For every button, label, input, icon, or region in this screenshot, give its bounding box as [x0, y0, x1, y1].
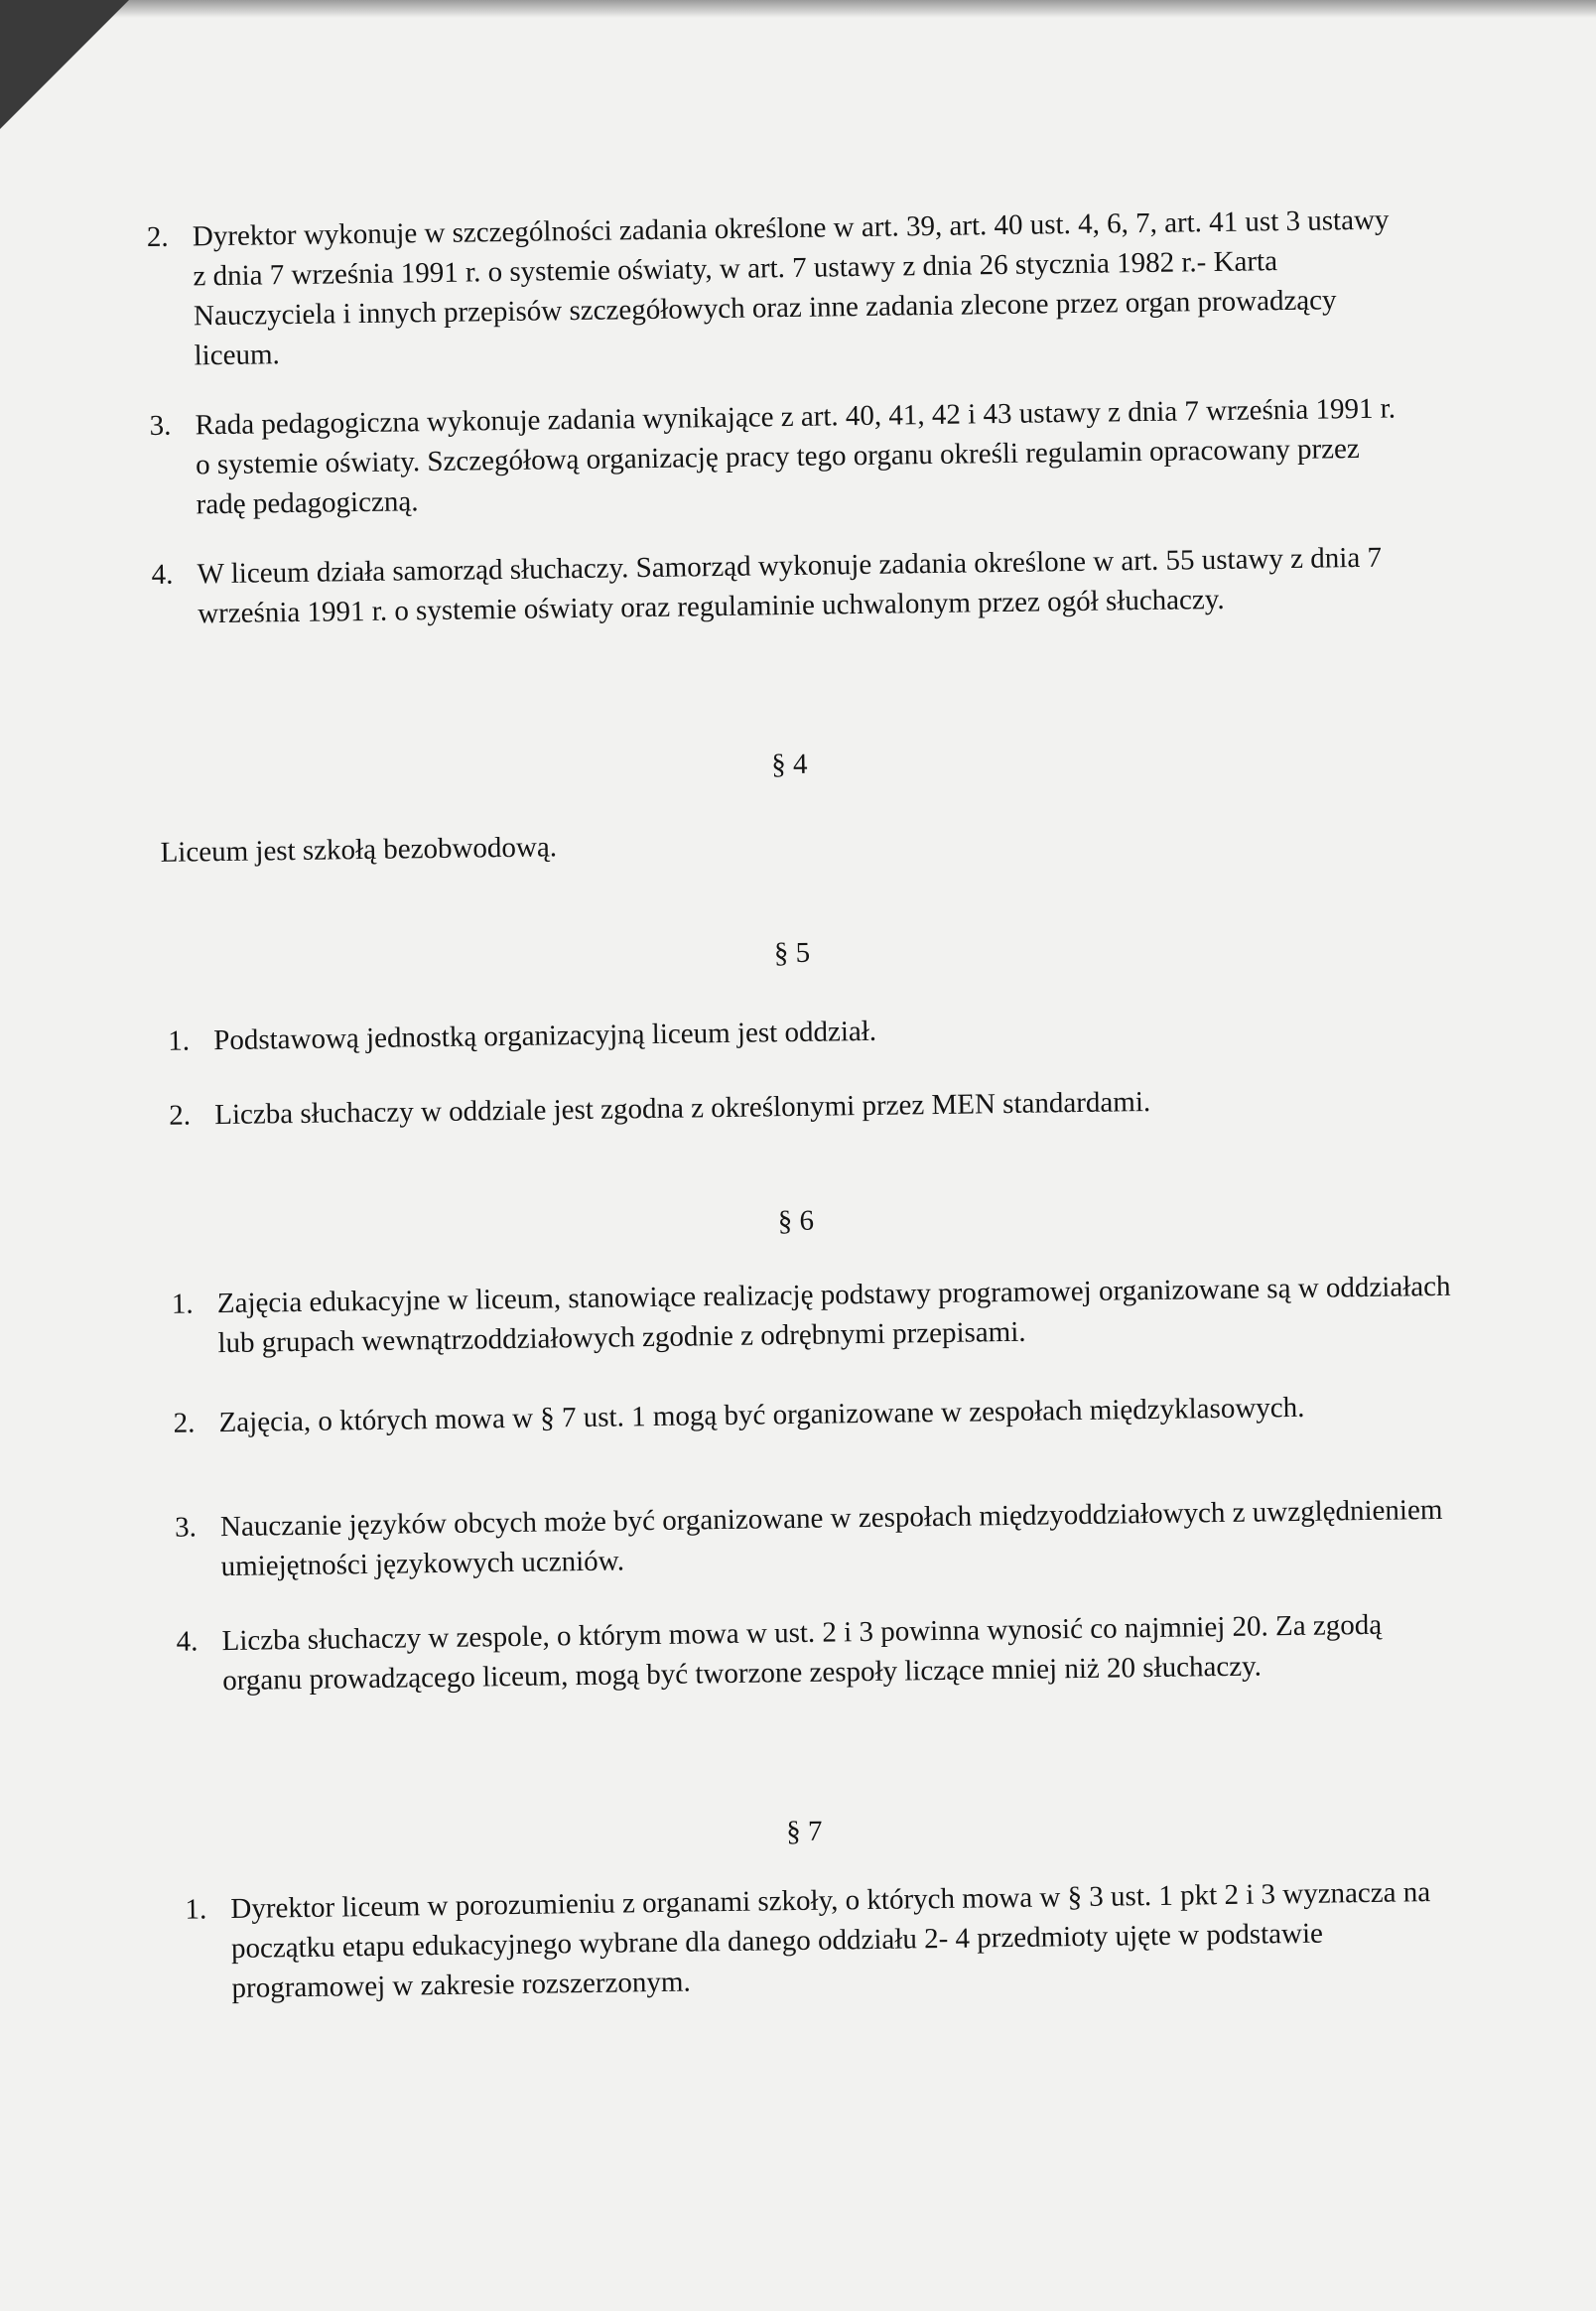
item-number: 3. [149, 409, 172, 443]
item-number: 2. [169, 1099, 192, 1132]
item-number: 1. [168, 1024, 191, 1057]
item-text: Nauczanie języków obcych może być organizowane w zespołach międzyoddziałowych z uwzględnieniem umiejętności językowych uczniów. [219, 1493, 1443, 1583]
list-item [147, 200, 1399, 376]
list-item [168, 1004, 1418, 1061]
item-number: 3. [174, 1511, 198, 1544]
section-text: Liceum jest szkołą bezobwodową. [160, 831, 558, 869]
list-item [175, 1490, 1456, 1587]
item-text: Rada pedagogiczna wykonuje zadania wynikające z art. 40, 41, 42 i 43 ustawy z dnia 7 września 1991 r. o systemie oświaty. Szczegółową organizację pracy tego organu określi regulamin opracowany przez radę pedagogiczną. [195, 392, 1396, 521]
item-text: Dyrektor wykonuje w szczególności zadania określone w art. 39, art. 40 ust. 4, 6, 7, art. 41 ust 3 ustawy z dnia 7 września 1991 r. o systemie oświaty, w art. 7 ustawy z dnia 26 stycznia 1982 r.- Karta Nauczyciela i innych przepisów szczegółowych oraz inne zadania zlecone przez organ prowadzący liceum. [192, 204, 1390, 372]
item-text: Dyrektor liceum w porozumieniu z organami szkoły, o których mowa w § 3 ust. 1 pkt 2 i 3 wyznacza na początku etapu edukacyjnego wybrane dla danego oddziału 2- 4 przedmioty ujęte w podstawie programowej w zakresie rozszerzonym. [230, 1876, 1431, 2004]
item-number: 1. [171, 1288, 194, 1320]
item-number: 2. [146, 220, 169, 254]
list-item [149, 388, 1401, 525]
item-number: 4. [176, 1625, 199, 1658]
item-text: Podstawową jednostką organizacyjną liceum jest oddział. [212, 1015, 877, 1057]
item-text: W liceum działa samorząd słuchaczy. Samorząd wykonuje zadania określone w art. 55 ustawy z dnia 7 września 1991 r. o systemie oświaty oraz regulaminie uchwalonym przez ogół słuchaczy. [197, 541, 1383, 630]
item-text: Liczba słuchaczy w oddziale jest zgodna z określonymi przez MEN standardami. [214, 1085, 1151, 1132]
list-item [173, 1386, 1423, 1443]
section-heading: § 5 [773, 936, 811, 970]
item-text: Zajęcia edukacyjne w liceum, stanowiące realizację podstawy programowej organizowane są w oddziałach lub grupach wewnątrzoddziałowych zgodnie z odrębnymi przepisami. [216, 1270, 1451, 1360]
item-number: 2. [173, 1407, 196, 1439]
item-number: 1. [185, 1893, 207, 1926]
section-heading: § 4 [771, 748, 808, 781]
item-text: Liczba słuchaczy w zespole, o którym mowa w ust. 2 i 3 powinna wynosić co najmniej 20. Za zgodą organu prowadzącego liceum, mogą być tworzone zespoły liczące mniej niż 20 słuchaczy. [221, 1608, 1383, 1698]
list-item [169, 1078, 1419, 1136]
list-item [151, 537, 1402, 634]
list-item [176, 1604, 1457, 1701]
item-number: 4. [151, 558, 174, 591]
list-item [172, 1267, 1453, 1364]
section-heading: § 6 [777, 1204, 815, 1238]
item-text: Zajęcia, o których mowa w § 7 ust. 1 mogą być organizowane w zespołach międzyklasowych. [218, 1391, 1305, 1439]
list-item [185, 1872, 1437, 2009]
section-heading: § 7 [786, 1815, 823, 1848]
